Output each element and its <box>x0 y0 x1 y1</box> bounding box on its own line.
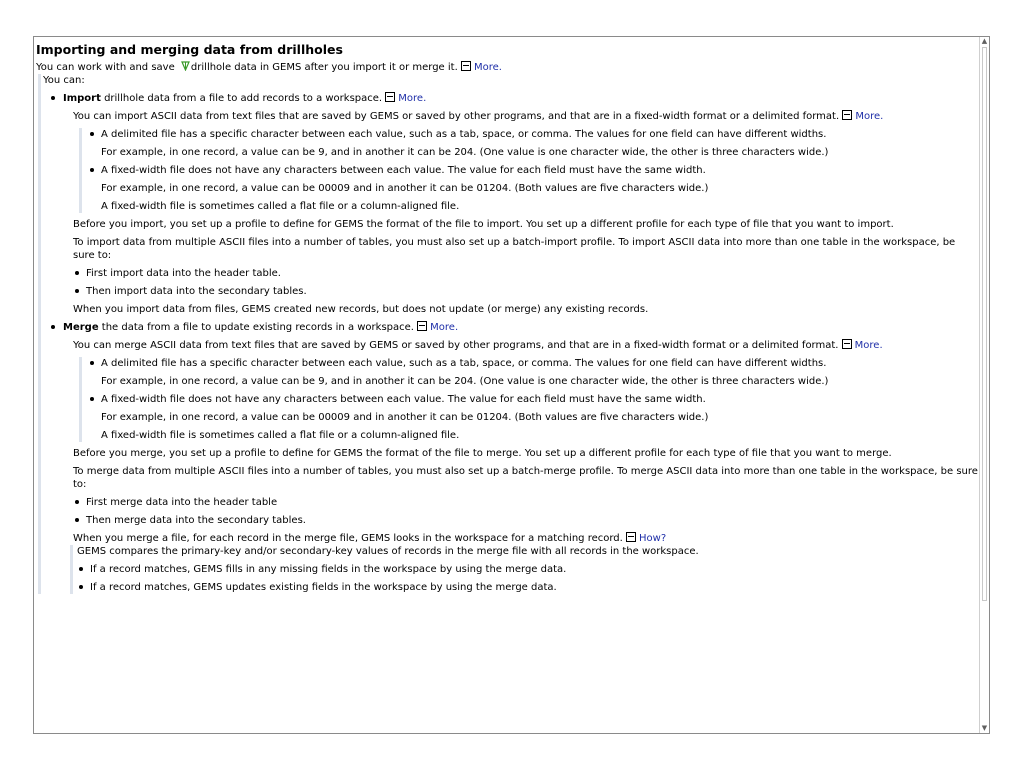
import-step-2: Then import data into the secondary tables. <box>73 285 979 298</box>
intro-before: You can work with and save <box>36 62 178 73</box>
intro-text <box>36 61 979 74</box>
merge-ascii-text: You can merge ASCII data from text files that are saved by GEMS or saved by other programs, and that are in a fixed-width format or a delimited format. More. <box>73 340 883 351</box>
merge-steps <box>73 496 979 527</box>
help-content <box>34 37 979 733</box>
help-panel <box>33 36 990 734</box>
action-list <box>49 92 979 594</box>
import-ascii-more-link[interactable]: More. <box>842 111 883 122</box>
merge-batch-text: To merge data from multiple ASCII files into a number of tables, you must also set up a batch-merge profile. To merge ASCII data into more than one table in the workspace, be sure to: <box>73 466 978 490</box>
scroll-thumb[interactable] <box>982 47 987 601</box>
import-fixed-note: A fixed-width file is sometimes called a flat file or a column-aligned file. <box>101 201 460 212</box>
merge-how-details <box>70 545 979 594</box>
import-steps <box>73 267 979 298</box>
import-profile-text: Before you import, you set up a profile to define for GEMS the format of the file to import. You set up a different profile for each type of file that you want to import. <box>73 219 894 230</box>
merge-step-1: First merge data into the header table <box>73 496 979 509</box>
merge-item <box>49 321 979 594</box>
merge-compare-text: GEMS compares the primary-key and/or secondary-key values of records in the merge file with all records in the workspace. <box>77 546 699 557</box>
intro-more-link[interactable]: More. <box>461 62 502 73</box>
merge-bold: Merge <box>63 322 99 333</box>
merge-details <box>57 339 979 594</box>
import-ascii-text: You can import ASCII data from text files that are saved by GEMS or saved by other programs, and that are in a fixed-width format or a delimited format. More. <box>73 111 884 122</box>
collapse-box-icon <box>842 110 852 120</box>
merge-lookup-text: When you merge a file, for each record in the merge file, GEMS looks in the workspace for a matching record. How? <box>73 533 667 544</box>
import-text: drillhole data from a file to add records to a workspace. <box>100 93 383 104</box>
scroll-up-icon[interactable]: ▲ <box>981 37 988 45</box>
collapse-box-icon <box>842 339 852 349</box>
scroll-down-icon[interactable]: ▼ <box>981 724 988 732</box>
import-details <box>57 110 979 316</box>
import-delimited-item: A delimited file has a specific character between each value, such as a tab, space, or comma. The values for one field can have different widths. For example, in one record, a value can be 9, and in another it can be 204. (One value is one character wide, the other is three characters wide.) <box>88 128 979 159</box>
merge-fixed-example: For example, in one record, a value can be 00009 and in another it can be 01204. (Both values are five characters wide.) <box>101 412 709 423</box>
merge-step-2: Then merge data into the secondary tables. <box>73 514 979 527</box>
import-format-list <box>79 128 979 213</box>
merge-delimited-item: A delimited file has a specific character between each value, such as a tab, space, or comma. The values for one field can have different widths. For example, in one record, a value can be 9, and in another it can be 204. (One value is one character wide, the other is three characters wide.) <box>88 357 979 388</box>
import-fixed-item: A fixed-width file does not have any characters between each value. The value for each field must have the same width. For example, in one record, a value can be 00009 and in another it can be 01204. (Both values are five characters wide.) A fixed-width file is sometimes called a flat file or a column-aligned file. <box>88 164 979 213</box>
import-fixed-example: For example, in one record, a value can be 00009 and in another it can be 01204. (Both values are five characters wide.) <box>101 183 709 194</box>
import-bold: Import <box>63 93 101 104</box>
vertical-scrollbar[interactable] <box>979 37 989 733</box>
merge-profile-text: Before you merge, you set up a profile to define for GEMS the format of the file to merge. You set up a different profile for each type of file that you want to merge. <box>73 448 892 459</box>
merge-match-2: If a record matches, GEMS updates existing fields in the workspace by using the merge data. <box>77 581 979 594</box>
merge-match-1: If a record matches, GEMS fills in any missing fields in the workspace by using the merge data. <box>77 563 979 576</box>
drillhole-icon <box>181 61 190 71</box>
import-more-link[interactable]: More. <box>385 93 426 104</box>
collapse-box-icon <box>626 532 636 542</box>
merge-how-link[interactable]: How? <box>626 533 666 544</box>
merge-more-link[interactable]: More. <box>417 322 458 333</box>
intro-after: drillhole data in GEMS after you import it or merge it. <box>190 62 458 73</box>
import-item <box>49 92 979 316</box>
merge-fixed-note: A fixed-width file is sometimes called a flat file or a column-aligned file. <box>101 430 460 441</box>
import-final-text: When you import data from files, GEMS created new records, but does not update (or merge) any existing records. <box>73 304 649 315</box>
merge-format-list <box>79 357 979 442</box>
collapse-box-icon <box>417 321 427 331</box>
import-delimited-example: For example, in one record, a value can be 9, and in another it can be 204. (One value is one character wide, the other is three characters wide.) <box>101 147 829 158</box>
collapse-box-icon <box>461 61 471 71</box>
you-can-label: You can: <box>43 75 85 86</box>
merge-match-list <box>77 563 979 594</box>
import-batch-text: To import data from multiple ASCII files into a number of tables, you must also set up a batch-import profile. To import ASCII data into more than one table in the workspace, be sure to: <box>73 237 956 261</box>
merge-fixed-item: A fixed-width file does not have any characters between each value. The value for each field must have the same width. For example, in one record, a value can be 00009 and in another it can be 01204. (Both values are five characters wide.) A fixed-width file is sometimes called a flat file or a column-aligned file. <box>88 393 979 442</box>
merge-ascii-more-link[interactable]: More. <box>842 340 883 351</box>
import-step-1: First import data into the header table. <box>73 267 979 280</box>
merge-text: the data from a file to update existing records in a workspace. <box>98 322 414 333</box>
scroll-track[interactable] <box>982 47 987 723</box>
you-can-section <box>38 74 979 594</box>
page-title: Importing and merging data from drillholes <box>36 42 343 57</box>
merge-delimited-example: For example, in one record, a value can be 9, and in another it can be 204. (One value is one character wide, the other is three characters wide.) <box>101 376 829 387</box>
collapse-box-icon <box>385 92 395 102</box>
